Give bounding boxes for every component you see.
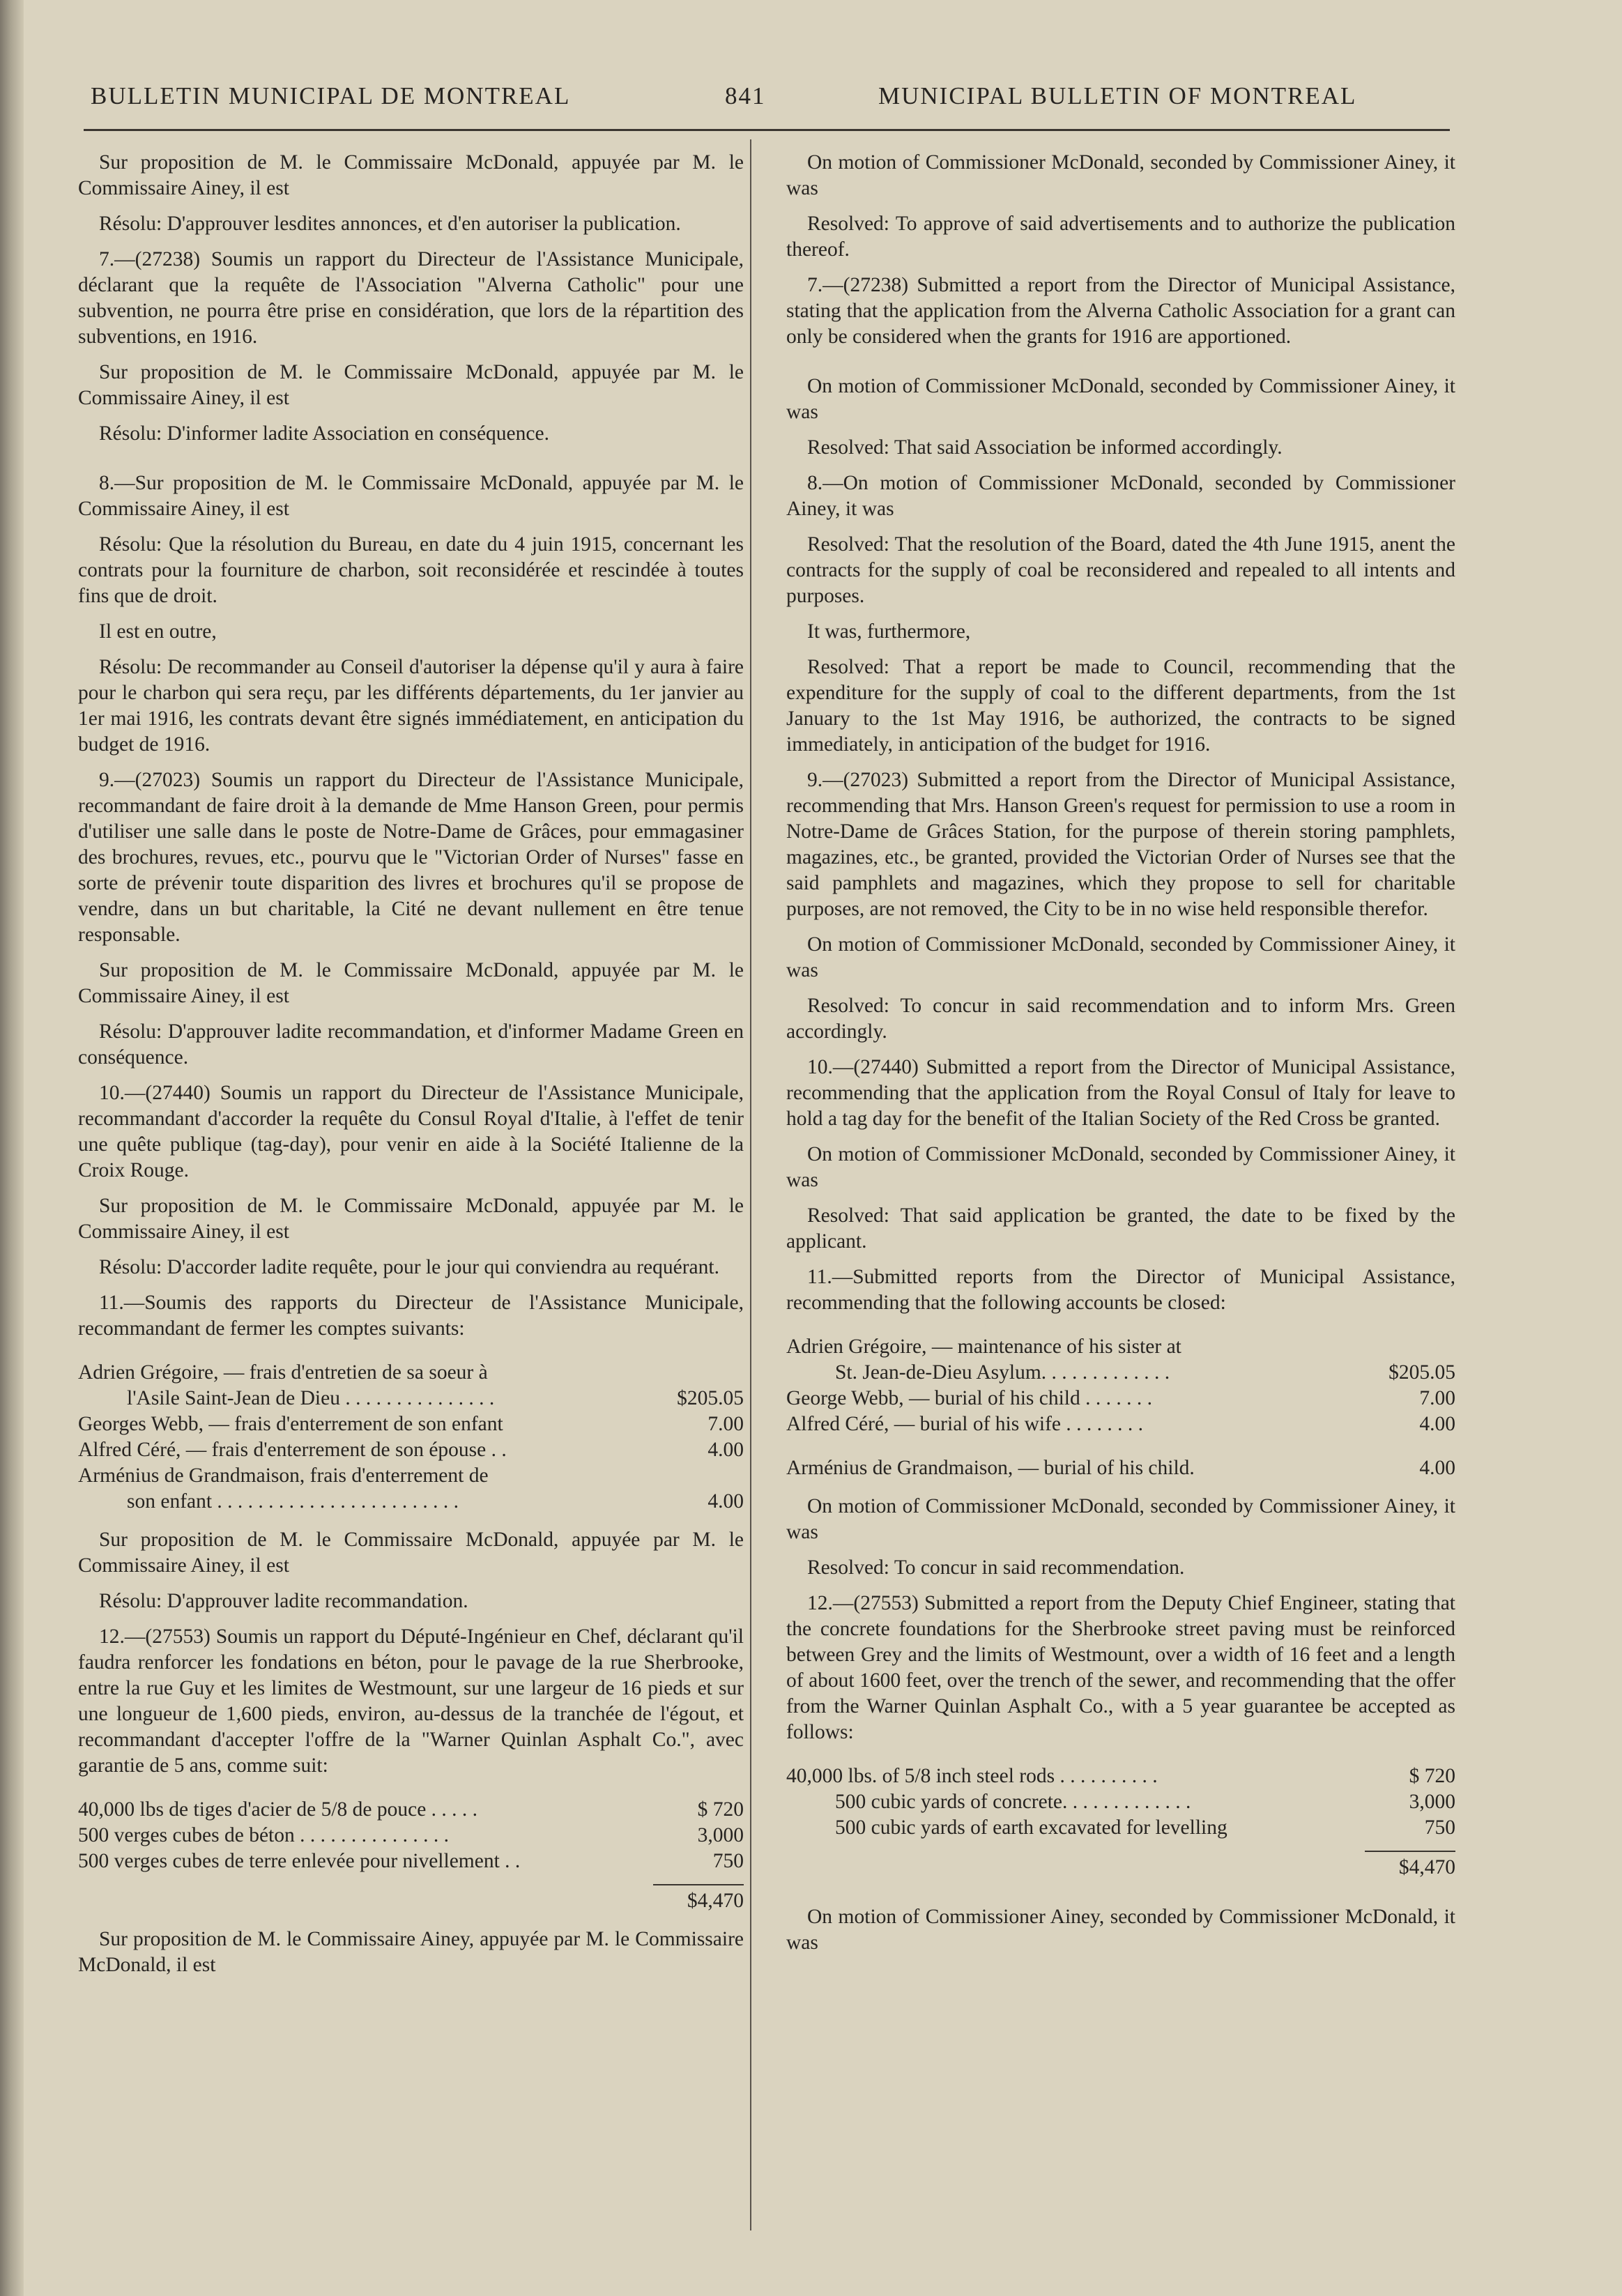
paragraph: Résolu: D'accorder ladite requête, pour le jour qui conviendra au requérant.: [99, 1256, 719, 1278]
ledger-amount: $ 720: [1409, 1765, 1455, 1787]
ledger-text: George Webb, — burial of his child . . . . . . .: [786, 1387, 1152, 1409]
paragraph: 12.—(27553) Soumis un rapport du Député-Ingénieur en Chef, déclarant qu'il faudra renforcer les fondations en béton, pour le pavage de la rue Sherbrooke, entre la rue Guy et les limites de Westmount, sur une largeur de 16 pieds et sur une longueur de 1,600 pieds, environ, au-dessus de la tranchée de l'égout, et recommandant d'accepter l'offre de la "Warner Quinlan Asphalt Co.", avec garantie de 5 ans, comme suit:: [78, 1625, 744, 1777]
paragraph: 8.—Sur proposition de M. le Commissaire McDonald, appuyée par M. le Commissaire Ainey, il est: [78, 472, 744, 520]
ledger-amount: $205.05: [677, 1387, 744, 1409]
paragraph: 9.—(27023) Submitted a report from the Director of Municipal Assistance, recommending that Mrs. Hanson Green's request for permission to use a room in Notre-Dame de Grâces Station, for the purpose of therein storing pamphlets, magazines, etc., be granted, provided the Victorian Order of Nurses see that the said pamphlets and magazines, which they propose to sell for charitable purposes, are not removed, the City to be in no wise held responsible therefor.: [786, 769, 1455, 920]
ledger-row: [786, 1411, 1455, 1437]
paragraph: On motion of Commissioner McDonald, seconded by Commissioner Ainey, it was: [786, 375, 1455, 423]
header-title-english: MUNICIPAL BULLETIN OF MONTREAL: [878, 82, 1357, 109]
paragraph: On motion of Commissioner McDonald, seconded by Commissioner Ainey, it was: [786, 1143, 1455, 1191]
paragraph: 11.—Submitted reports from the Director of Municipal Assistance, recommending that the following accounts be closed:: [786, 1266, 1455, 1314]
ledger-text: St. Jean-de-Dieu Asylum. . . . . . . . . . . . .: [835, 1361, 1170, 1384]
ledger-amount: 750: [712, 1850, 744, 1872]
accounts-list-english: [786, 1334, 1455, 1481]
ledger-row: [786, 1334, 1455, 1360]
page-number: 841: [725, 82, 766, 109]
column-divider: [750, 139, 751, 2230]
ledger-amount: 4.00: [1419, 1413, 1455, 1435]
ledger-text: Arménius de Grandmaison, frais d'enterrement de: [78, 1464, 489, 1487]
ledger-row: [78, 1849, 744, 1874]
paragraph: Resolved: That said Association be informed accordingly.: [807, 436, 1283, 459]
paragraph: 8.—On motion of Commissioner McDonald, seconded by Commissioner Ainey, it was: [786, 472, 1455, 520]
ledger-row: [786, 1789, 1455, 1815]
ledger-text: son enfant . . . . . . . . . . . . . . . . . . . . . . . .: [127, 1490, 459, 1513]
paragraph: On motion of Commissioner Ainey, seconded by Commissioner McDonald, it was: [786, 1906, 1455, 1954]
ledger-amount: 3,000: [1409, 1791, 1455, 1813]
paragraph: Résolu: D'approuver ladite recommandation.: [99, 1590, 468, 1612]
paragraph: On motion of Commissioner McDonald, seconded by Commissioner Ainey, it was: [786, 933, 1455, 981]
paragraph: It was, furthermore,: [807, 620, 971, 643]
ledger-amount: 4.00: [707, 1490, 744, 1513]
ledger-row: [78, 1489, 744, 1515]
ledger-amount: 750: [1424, 1816, 1455, 1839]
ledger-text: 500 cubic yards of concrete. . . . . . . . . . . . .: [835, 1791, 1191, 1813]
french-column: [78, 150, 744, 1988]
ledger-amount: 7.00: [1419, 1387, 1455, 1409]
ledger-row: [78, 1437, 744, 1463]
paragraph: 12.—(27553) Submitted a report from the Deputy Chief Engineer, stating that the concrete foundations for the Sherbrooke street paving must be reinforced between Grey and the limits of Westmount, over a width of 16 feet and a length of about 1600 feet, over the trench of the sewer, and recommending that the offer from the Warner Quinlan Asphalt Co., with a 5 year guarantee be accepted as follows:: [786, 1592, 1455, 1743]
paragraph: Résolu: D'informer ladite Association en conséquence.: [99, 422, 549, 445]
ledger-row: [786, 1815, 1455, 1841]
ledger-text: l'Asile Saint-Jean de Dieu . . . . . . . . . . . . . . .: [127, 1387, 495, 1409]
ledger-row: [78, 1386, 744, 1411]
paragraph: On motion of Commissioner McDonald, seconded by Commissioner Ainey, it was: [786, 151, 1455, 199]
paragraph: Il est en outre,: [99, 620, 217, 643]
ledger-amount: 4.00: [707, 1439, 744, 1461]
paragraph: 9.—(27023) Soumis un rapport du Directeur de l'Assistance Municipale, recommandant de faire droit à la demande de Mme Hanson Green, pour permis d'utiliser une salle dans le poste de Notre-Dame de Grâces, pour emmagasiner des brochures, revues, etc., pourvu que le "Victorian Order of Nurses" fasse en sorte de prévenir toute disparition des livres et brochures qu'il se propose de vendre, dans un but charitable, la Cité ne devant nullement en être tenue responsable.: [78, 769, 744, 946]
paragraph: Sur proposition de M. le Commissaire McDonald, appuyée par M. le Commissaire Ainey, il est: [78, 361, 744, 409]
ledger-amount: $205.05: [1388, 1361, 1455, 1384]
ledger-text: 500 verges cubes de terre enlevée pour nivellement . .: [78, 1850, 521, 1872]
paragraph: On motion of Commissioner McDonald, seconded by Commissioner Ainey, it was: [786, 1495, 1455, 1543]
header-title-french: BULLETIN MUNICIPAL DE MONTREAL: [91, 82, 571, 109]
ledger-text: 40,000 lbs. of 5/8 inch steel rods . . . . . . . . . .: [786, 1765, 1158, 1787]
paragraph: 7.—(27238) Submitted a report from the Director of Municipal Assistance, stating that the application from the Alverna Catholic Association for a grant can only be considered when the grants for 1916 are apportioned.: [786, 274, 1455, 348]
ledger-row: [78, 1360, 744, 1386]
page-binding-edge: [0, 0, 24, 2296]
paragraph: Sur proposition de M. le Commissaire McDonald, appuyée par M. le Commissaire Ainey, il est: [78, 1195, 744, 1243]
paragraph: Resolved: That a report be made to Council, recommending that the expenditure for the supply of coal to the different departments, from the 1st January to the 1st May 1916, be authorized, the contracts to be signed immediately, in anticipation of the budget for 1916.: [786, 656, 1455, 756]
paragraph: Resolved: To concur in said recommendation and to inform Mrs. Green accordingly.: [786, 995, 1455, 1043]
paragraph: 7.—(27238) Soumis un rapport du Directeur de l'Assistance Municipale, déclarant que la requête de l'Association "Alverna Catholic" pour une subvention, ne pourra être prise en considération, que lors de la répartition des subventions, en 1916.: [78, 248, 744, 348]
ledger-amount: 7.00: [707, 1413, 744, 1435]
ledger-text: 500 verges cubes de béton . . . . . . . . . . . . . . .: [78, 1824, 450, 1846]
ledger-row: [78, 1463, 744, 1489]
ledger-row: [78, 1797, 744, 1823]
paragraph: Sur proposition de M. le Commissaire McDonald, appuyée par M. le Commissaire Ainey, il est: [78, 959, 744, 1007]
ledger-text: Arménius de Grandmaison, — burial of his child.: [786, 1457, 1195, 1479]
paragraph: 10.—(27440) Submitted a report from the Director of Municipal Assistance, recommending that the application from the Royal Consul of Italy for leave to hold a tag day for the benefit of the Italian Society of the Red Cross be granted.: [786, 1056, 1455, 1130]
total-amount: $4,470: [687, 1890, 744, 1912]
ledger-row: [786, 1763, 1455, 1789]
ledger-text: Adrien Grégoire, — frais d'entretien de sa soeur à: [78, 1361, 488, 1384]
ledger-row: [786, 1386, 1455, 1411]
ledger-row: [786, 1360, 1455, 1386]
ledger-text: Georges Webb, — frais d'enterrement de son enfant: [78, 1413, 503, 1435]
paragraph: Resolved: That said application be granted, the date to be fixed by the applicant.: [786, 1204, 1455, 1253]
ledger-row: [78, 1411, 744, 1437]
ledger-amount: 4.00: [1419, 1457, 1455, 1479]
paragraph: Resolved: To approve of said advertisements and to authorize the publication thereof.: [786, 213, 1455, 261]
paragraph: Sur proposition de M. le Commissaire McDonald, appuyée par M. le Commissaire Ainey, il est: [78, 1529, 744, 1577]
header-rule: [84, 129, 1450, 131]
paragraph: Resolved: That the resolution of the Board, dated the 4th June 1915, anent the contracts for the supply of coal be reconsidered and repealed to all intents and purposes.: [786, 533, 1455, 607]
accounts-list-french: [78, 1360, 744, 1515]
ledger-amount: $ 720: [697, 1798, 744, 1821]
ledger-row: [78, 1823, 744, 1849]
paragraph: Résolu: D'approuver lesdites annonces, et d'en autoriser la publication.: [99, 213, 681, 235]
ledger-text: 40,000 lbs de tiges d'acier de 5/8 de pouce . . . . .: [78, 1798, 478, 1821]
paragraph: Sur proposition de M. le Commissaire McDonald, appuyée par M. le Commissaire Ainey, il est: [78, 151, 744, 199]
ledger-text: 500 cubic yards of earth excavated for levelling: [835, 1816, 1227, 1839]
ledger-text: Alfred Céré, — burial of his wife . . . . . . . .: [786, 1413, 1144, 1435]
materials-list-english: [786, 1763, 1455, 1881]
paragraph: Resolved: To concur in said recommendation.: [807, 1556, 1185, 1579]
total-amount: $4,470: [1398, 1856, 1455, 1878]
paragraph: Résolu: Que la résolution du Bureau, en date du 4 juin 1915, concernant les contrats pour la fourniture de charbon, soit reconsidérée et rescindée à toutes fins que de droit.: [78, 533, 744, 607]
ledger-amount: 3,000: [697, 1824, 744, 1846]
paragraph: Résolu: De recommander au Conseil d'autoriser la dépense qu'il y aura à faire pour le charbon qui sera reçu, par les différents départements, du 1er janvier au 1er mai 1916, les contrats devant être signés immédiatement, en anticipation du budget de 1916.: [78, 656, 744, 756]
ledger-row: [786, 1455, 1455, 1481]
paragraph: Sur proposition de M. le Commissaire Ainey, appuyée par M. le Commissaire McDonald, il est: [78, 1928, 744, 1976]
materials-list-french: [78, 1797, 744, 1914]
ledger-text: Adrien Grégoire, — maintenance of his sister at: [786, 1335, 1181, 1358]
english-column: [786, 150, 1455, 1966]
ledger-text: Alfred Céré, — frais d'enterrement de son épouse . .: [78, 1439, 507, 1461]
paragraph: 10.—(27440) Soumis un rapport du Directeur de l'Assistance Municipale, recommandant d'accorder la requête du Consul Royal d'Italie, à l'effet de tenir une quête publique (tag-day), pour venir en aide à la Société Italienne de la Croix Rouge.: [78, 1082, 744, 1181]
page-header: [84, 70, 1450, 132]
paragraph: Résolu: D'approuver ladite recommandation, et d'informer Madame Green en conséquence.: [78, 1020, 744, 1069]
paragraph: 11.—Soumis des rapports du Directeur de l'Assistance Municipale, recommandant de fermer les comptes suivants:: [78, 1292, 744, 1340]
